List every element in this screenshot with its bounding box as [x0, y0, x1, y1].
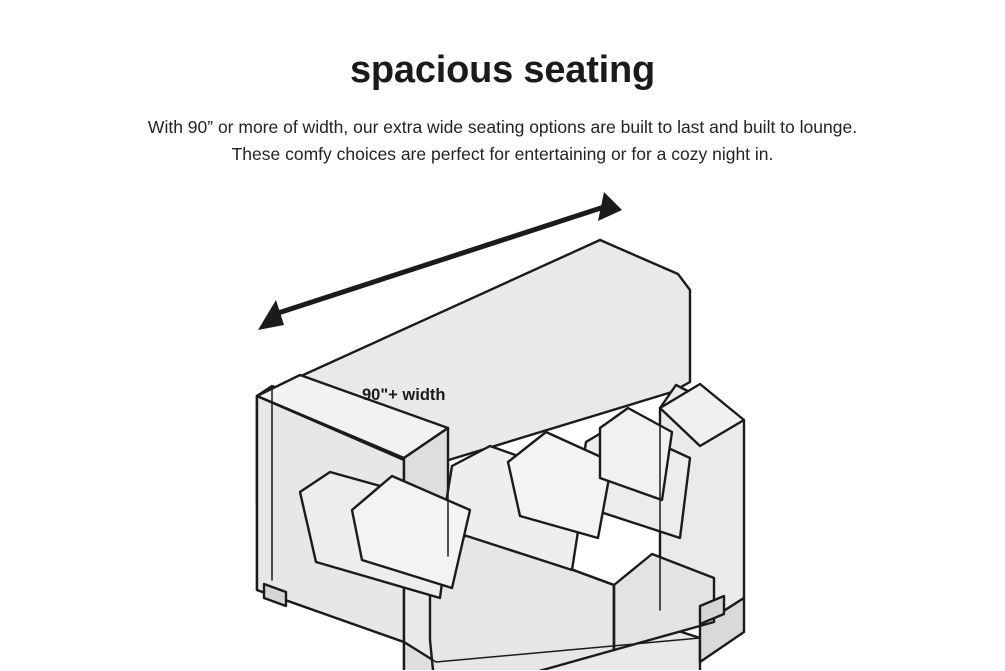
- subcopy-line-2: These comfy choices are perfect for entertaining or for a cozy night in.: [231, 144, 774, 165]
- subcopy-line-1: With 90” or more of width, our extra wide seating options are built to last and built to lounge.: [147, 117, 858, 137]
- width-dimension-label: 90"+ width: [362, 386, 446, 404]
- page-title: spacious seating: [349, 49, 656, 91]
- page-subcopy: [0, 114, 1005, 168]
- sofa-body: [257, 240, 744, 670]
- sofa-diagram-svg: [0, 170, 1005, 670]
- sofa-illustration: [0, 170, 1005, 670]
